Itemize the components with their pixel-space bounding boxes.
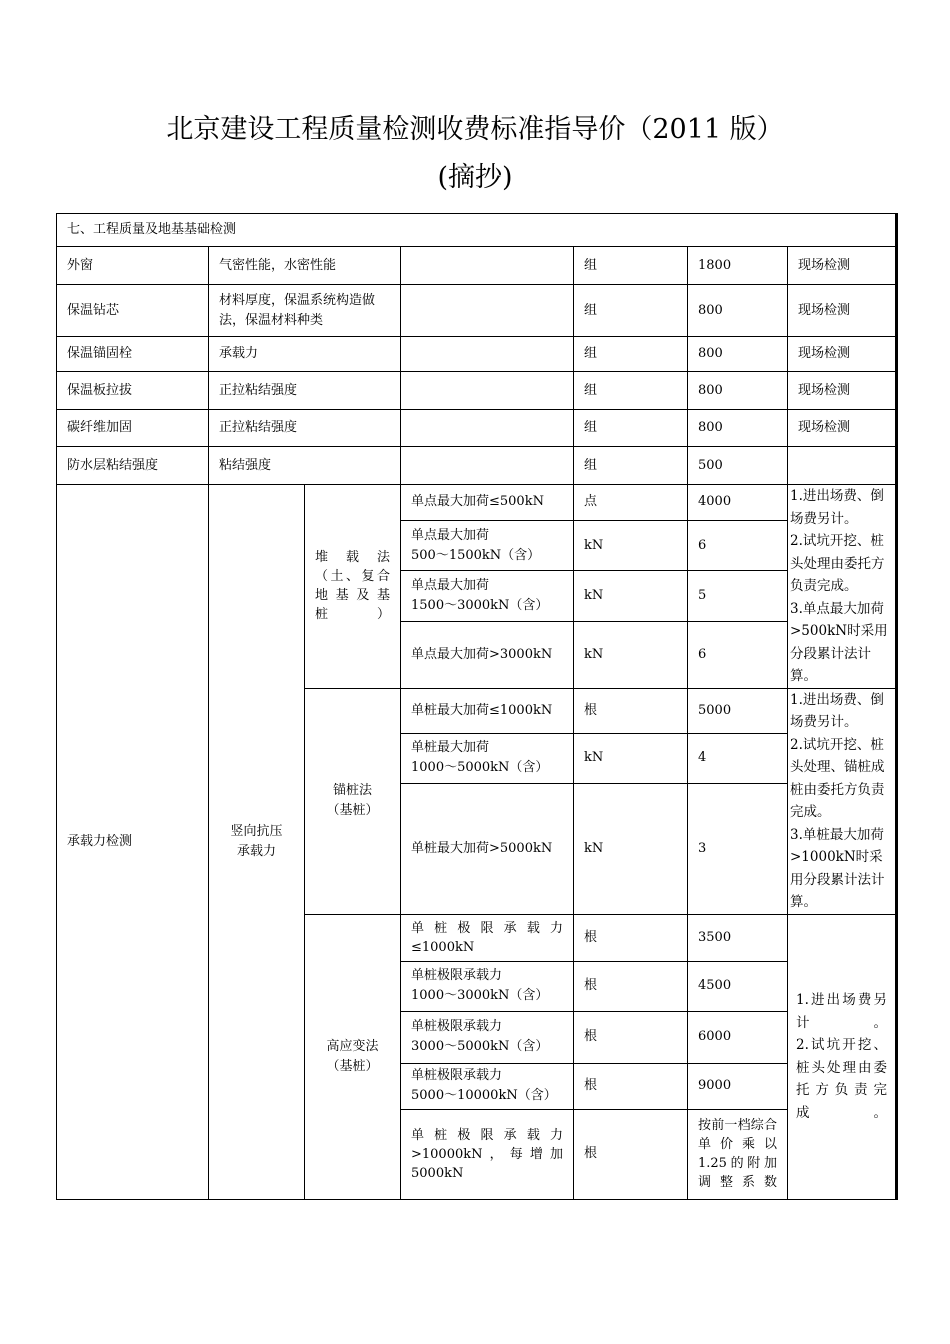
unit-cell: kN <box>574 783 688 914</box>
item-cell: 防水层粘结强度 <box>57 447 209 485</box>
price-cell: 6 <box>688 622 788 688</box>
table-row <box>57 485 897 521</box>
section-title: 七、工程质量及地基基础检测 <box>57 214 897 247</box>
note-cell: 1.进出场费另计。 2.试坑开挖、桩头处理由委托方负责完成。 <box>788 914 897 1199</box>
spec-cell: 单点最大加荷>3000kN <box>401 622 574 688</box>
price-cell: 按前一档综合单价乘以1.25的附加调整系数 <box>688 1109 788 1199</box>
item-cell: 保温锚固栓 <box>57 337 209 372</box>
price-cell: 4 <box>688 733 788 783</box>
price-cell: 5000 <box>688 688 788 733</box>
unit-cell: 点 <box>574 485 688 521</box>
unit-cell: 组 <box>574 285 688 337</box>
unit-cell: 根 <box>574 1011 688 1063</box>
param-cell: 粘结强度 <box>209 447 401 485</box>
spec-cell <box>401 337 574 372</box>
spec-cell <box>401 447 574 485</box>
unit-cell: 组 <box>574 410 688 447</box>
price-cell: 6000 <box>688 1011 788 1063</box>
table-row <box>57 247 897 285</box>
table-row <box>57 447 897 485</box>
spec-cell <box>401 372 574 410</box>
item-cell: 外窗 <box>57 247 209 285</box>
unit-cell: 组 <box>574 372 688 410</box>
unit-cell: kN <box>574 733 688 783</box>
item-cell: 碳纤维加固 <box>57 410 209 447</box>
spec-cell: 单桩最大加荷 1000～5000kN（含） <box>401 733 574 783</box>
unit-cell: 根 <box>574 1109 688 1199</box>
method-cell: 堆 载 法 （土、复合 地 基 及 基 桩） <box>305 485 401 689</box>
spec-cell: 单桩最大加荷≤1000kN <box>401 688 574 733</box>
unit-cell: 组 <box>574 447 688 485</box>
unit-cell: kN <box>574 571 688 622</box>
bearing-item-cell: 承载力检测 <box>57 485 209 1200</box>
param-cell: 材料厚度，保温系统构造做法，保温材料种类 <box>209 285 401 337</box>
spec-cell: 单桩极限承载力>10000kN，每增加5000kN <box>401 1109 574 1199</box>
price-cell: 4000 <box>688 485 788 521</box>
fee-table <box>56 213 898 1200</box>
spec-cell: 单点最大加荷≤500kN <box>401 485 574 521</box>
price-cell: 800 <box>688 337 788 372</box>
param-cell: 气密性能，水密性能 <box>209 247 401 285</box>
item-cell: 保温钻芯 <box>57 285 209 337</box>
unit-cell: 根 <box>574 914 688 961</box>
table-row <box>57 372 897 410</box>
note-cell: 现场检测 <box>788 410 897 447</box>
price-cell: 9000 <box>688 1063 788 1109</box>
note-cell: 1.进出场费、倒场费另计。 2.试坑开挖、桩头处理由委托方负责完成。 3.单点最大加荷>500kN时采用分段累计法计算。 <box>788 485 897 689</box>
spec-cell <box>401 285 574 337</box>
spec-cell: 单桩极限承载力 5000～10000kN（含） <box>401 1063 574 1109</box>
price-cell: 3500 <box>688 914 788 961</box>
unit-cell: 根 <box>574 688 688 733</box>
table-row <box>57 285 897 337</box>
price-cell: 800 <box>688 410 788 447</box>
note-cell: 现场检测 <box>788 372 897 410</box>
unit-cell: 组 <box>574 247 688 285</box>
price-cell: 6 <box>688 520 788 571</box>
param-cell: 正拉粘结强度 <box>209 410 401 447</box>
price-cell: 4500 <box>688 961 788 1011</box>
section-row <box>57 214 897 247</box>
unit-cell: 根 <box>574 1063 688 1109</box>
unit-cell: kN <box>574 622 688 688</box>
unit-cell: 组 <box>574 337 688 372</box>
table-row <box>57 410 897 447</box>
price-cell: 5 <box>688 571 788 622</box>
spec-cell: 单点最大加荷 500～1500kN（含） <box>401 520 574 571</box>
note-cell: 现场检测 <box>788 337 897 372</box>
price-cell: 800 <box>688 285 788 337</box>
note-cell: 现场检测 <box>788 247 897 285</box>
note-cell: 1.进出场费、倒场费另计。 2.试坑开挖、桩头处理、锚桩成桩由委托方负责完成。 3.单桩最大加荷>1000kN时采用分段累计法计算。 <box>788 688 897 914</box>
param-cell: 承载力 <box>209 337 401 372</box>
note-cell <box>788 447 897 485</box>
spec-cell: 单桩最大加荷>5000kN <box>401 783 574 914</box>
spec-cell: 单桩极限承载力≤1000kN <box>401 914 574 961</box>
spec-cell: 单桩极限承载力 3000～5000kN（含） <box>401 1011 574 1063</box>
spec-cell: 单桩极限承载力 1000～3000kN（含） <box>401 961 574 1011</box>
note-cell: 现场检测 <box>788 285 897 337</box>
unit-cell: 根 <box>574 961 688 1011</box>
price-cell: 3 <box>688 783 788 914</box>
spec-cell: 单点最大加荷 1500～3000kN（含） <box>401 571 574 622</box>
price-cell: 800 <box>688 372 788 410</box>
spec-cell <box>401 410 574 447</box>
unit-cell: kN <box>574 520 688 571</box>
spec-cell <box>401 247 574 285</box>
page-subtitle: (摘抄) <box>437 162 513 193</box>
price-cell: 1800 <box>688 247 788 285</box>
bearing-param-cell: 竖向抗压 承载力 <box>209 485 305 1200</box>
method-cell: 高应变法 （基桩） <box>305 914 401 1199</box>
table-row <box>57 337 897 372</box>
method-cell: 锚桩法 （基桩） <box>305 688 401 914</box>
param-cell: 正拉粘结强度 <box>209 372 401 410</box>
item-cell: 保温板拉拔 <box>57 372 209 410</box>
price-cell: 500 <box>688 447 788 485</box>
page-title: 北京建设工程质量检测收费标准指导价（2011 版） <box>166 114 784 145</box>
